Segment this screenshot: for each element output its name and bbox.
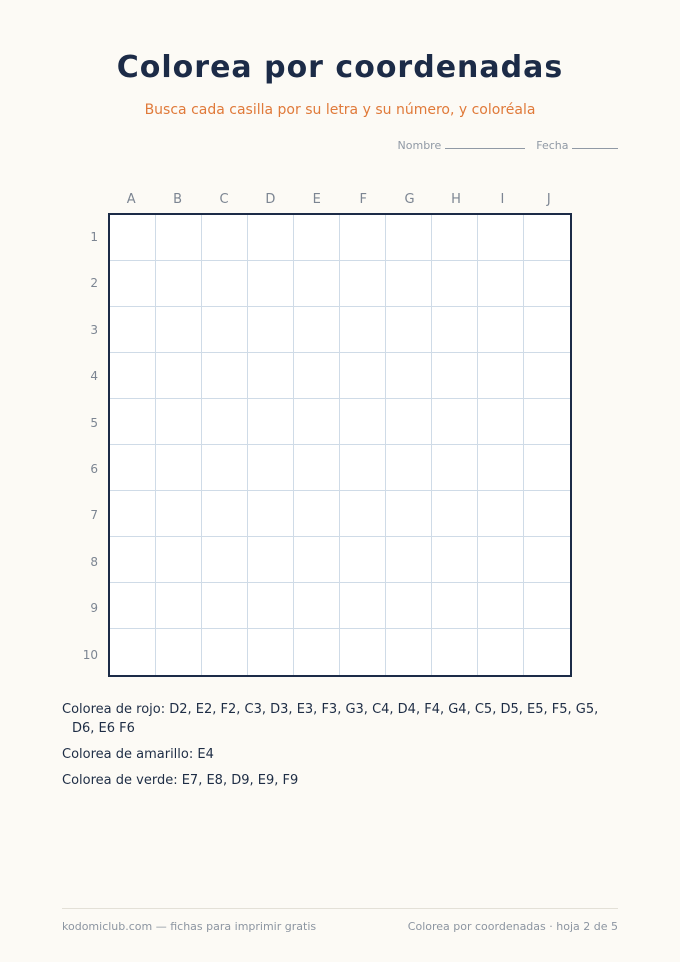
grid-cell[interactable] [340, 215, 386, 261]
grid-cell[interactable] [386, 261, 432, 307]
grid-cell[interactable] [432, 583, 478, 629]
grid-cell[interactable] [524, 215, 570, 261]
grid-cell[interactable] [524, 399, 570, 445]
grid-cell[interactable] [386, 629, 432, 675]
grid-cell[interactable] [202, 261, 248, 307]
grid-cell[interactable] [432, 629, 478, 675]
page-subtitle: Busca cada casilla por su letra y su número, y coloréala [144, 102, 536, 118]
grid-cell[interactable] [432, 399, 478, 445]
grid-cell[interactable] [248, 353, 294, 399]
column-label: G [404, 192, 415, 207]
grid-cell[interactable] [340, 537, 386, 583]
grid-cell[interactable] [340, 307, 386, 353]
column-label: C [219, 192, 229, 207]
grid-cell[interactable] [110, 537, 156, 583]
grid-cell[interactable] [156, 491, 202, 537]
grid-cell[interactable] [248, 629, 294, 675]
grid-cell[interactable] [110, 445, 156, 491]
grid-cell[interactable] [294, 537, 340, 583]
grid-cell[interactable] [110, 629, 156, 675]
grid-cell[interactable] [202, 583, 248, 629]
row-label: 9 [90, 601, 98, 616]
grid-cell[interactable] [202, 399, 248, 445]
grid-cell[interactable] [386, 491, 432, 537]
grid-cell[interactable] [524, 307, 570, 353]
grid-cell[interactable] [432, 307, 478, 353]
grid-cell[interactable] [432, 537, 478, 583]
grid-cell[interactable] [340, 399, 386, 445]
grid-cell[interactable] [478, 353, 524, 399]
grid-cell[interactable] [202, 353, 248, 399]
instruction-red: Colorea de rojo: D2, E2, F2, C3, D3, E3, F3, G3, C4, D4, F4, G4, C5, D5, E5, F5, G5, D6, E6 F6 [62, 702, 599, 736]
grid-cell[interactable] [156, 629, 202, 675]
grid-cell[interactable] [156, 399, 202, 445]
grid-cell[interactable] [294, 261, 340, 307]
grid-cell[interactable] [524, 261, 570, 307]
name-blank[interactable] [445, 148, 525, 149]
grid-cell[interactable] [524, 583, 570, 629]
row-label: 3 [90, 322, 98, 337]
grid-cell[interactable] [524, 491, 570, 537]
row-label: 10 [82, 647, 98, 662]
footer-page-info: Colorea por coordenadas · hoja 2 de 5 [407, 920, 618, 933]
grid-cell[interactable] [248, 491, 294, 537]
grid-cell[interactable] [156, 261, 202, 307]
grid-cell[interactable] [340, 583, 386, 629]
grid-cell[interactable] [202, 307, 248, 353]
grid-cell[interactable] [524, 629, 570, 675]
grid-cell[interactable] [294, 215, 340, 261]
grid-cell[interactable] [524, 445, 570, 491]
row-label: 2 [90, 276, 98, 291]
grid-cell[interactable] [294, 445, 340, 491]
grid-cell[interactable] [202, 445, 248, 491]
column-label: E [312, 192, 321, 207]
grid-cell[interactable] [110, 261, 156, 307]
grid-cell[interactable] [248, 261, 294, 307]
column-label: J [546, 192, 551, 207]
grid-cell[interactable] [386, 307, 432, 353]
grid-cell[interactable] [432, 445, 478, 491]
grid-cell[interactable] [432, 353, 478, 399]
instructions [62, 700, 622, 797]
row-label: 8 [90, 554, 98, 569]
grid-cell[interactable] [202, 537, 248, 583]
grid-cell[interactable] [386, 583, 432, 629]
grid-cell[interactable] [524, 537, 570, 583]
grid-cell[interactable] [478, 583, 524, 629]
grid-cell[interactable] [478, 215, 524, 261]
name-date-fields [398, 139, 618, 152]
row-label: 4 [90, 369, 98, 384]
row-label: 6 [90, 462, 98, 476]
instruction-green: Colorea de verde: E7, E8, D9, E9, F9 [62, 773, 299, 788]
grid-cell[interactable] [156, 583, 202, 629]
grid-cell[interactable] [386, 399, 432, 445]
grid-cell[interactable] [478, 307, 524, 353]
grid-cell[interactable] [110, 353, 156, 399]
column-label: D [265, 192, 276, 207]
page-title: Colorea por coordenadas [116, 50, 564, 85]
grid-cell[interactable] [110, 583, 156, 629]
grid-cell[interactable] [156, 537, 202, 583]
grid-cell[interactable] [156, 215, 202, 261]
footer-site: kodomiclub.com — fichas para imprimir gratis [62, 920, 317, 933]
coordinate-grid[interactable] [108, 213, 572, 677]
grid-cell[interactable] [202, 215, 248, 261]
grid-cell[interactable] [156, 445, 202, 491]
row-label: 7 [90, 508, 98, 523]
grid-cell[interactable] [294, 583, 340, 629]
grid-cell[interactable] [478, 537, 524, 583]
grid-cell[interactable] [386, 215, 432, 261]
column-label: F [359, 192, 367, 207]
grid-cell[interactable] [294, 629, 340, 675]
row-label: 1 [90, 230, 98, 244]
grid-cell[interactable] [202, 491, 248, 537]
grid-cell[interactable] [156, 353, 202, 399]
grid-cell[interactable] [432, 215, 478, 261]
grid-cell[interactable] [340, 353, 386, 399]
footer-divider [62, 908, 618, 909]
grid-cell[interactable] [248, 307, 294, 353]
grid-cell[interactable] [202, 629, 248, 675]
grid-cell[interactable] [386, 537, 432, 583]
grid-cell[interactable] [340, 491, 386, 537]
grid-cell[interactable] [478, 445, 524, 491]
column-labels [108, 192, 572, 208]
column-label: A [126, 192, 136, 207]
grid-cell[interactable] [524, 353, 570, 399]
grid-cell[interactable] [248, 399, 294, 445]
name-label: Nombre [397, 139, 442, 152]
grid-cell[interactable] [156, 307, 202, 353]
grid-cell[interactable] [248, 583, 294, 629]
row-labels [74, 214, 98, 678]
grid-cell[interactable] [248, 445, 294, 491]
row-label: 5 [90, 415, 98, 430]
grid-cell[interactable] [432, 261, 478, 307]
grid-cell[interactable] [294, 307, 340, 353]
grid-cell[interactable] [294, 491, 340, 537]
grid-cell[interactable] [110, 215, 156, 261]
grid-cell[interactable] [110, 491, 156, 537]
grid-cell[interactable] [340, 629, 386, 675]
grid-cell[interactable] [432, 491, 478, 537]
grid-cell[interactable] [294, 399, 340, 445]
column-label: B [173, 192, 183, 207]
grid-cell[interactable] [248, 215, 294, 261]
instruction-yellow: Colorea de amarillo: E4 [62, 747, 214, 762]
grid-cell[interactable] [386, 353, 432, 399]
grid-cell[interactable] [478, 629, 524, 675]
grid-cell[interactable] [110, 307, 156, 353]
grid-cell[interactable] [340, 261, 386, 307]
column-label: H [451, 192, 461, 207]
grid-cell[interactable] [386, 445, 432, 491]
grid-cell[interactable] [478, 261, 524, 307]
column-label: I [500, 192, 505, 207]
date-label: Fecha [536, 139, 569, 152]
grid-cell[interactable] [340, 445, 386, 491]
grid-cell[interactable] [294, 353, 340, 399]
date-blank[interactable] [572, 148, 618, 149]
grid-cell[interactable] [248, 537, 294, 583]
grid-cell[interactable] [110, 399, 156, 445]
grid-cell[interactable] [478, 399, 524, 445]
grid-cell[interactable] [478, 491, 524, 537]
